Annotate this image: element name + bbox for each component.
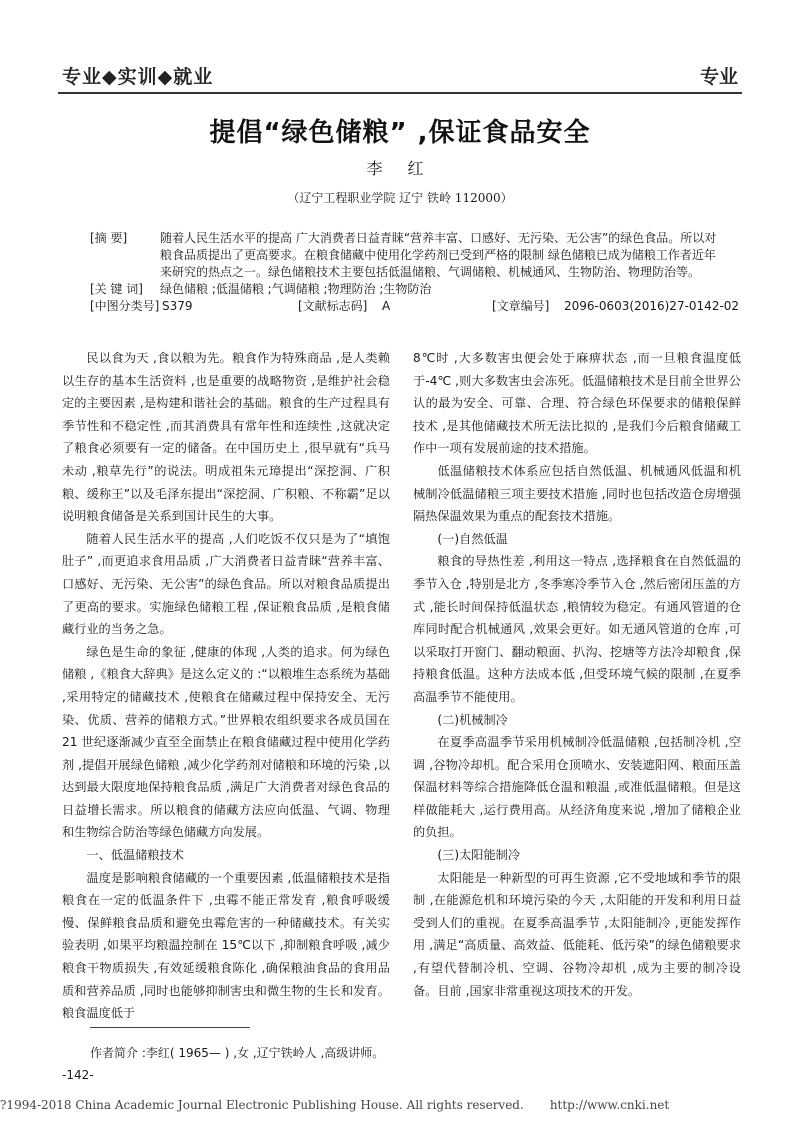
article-no-label: [文章编号] (492, 299, 550, 313)
abstract-text: 随着人民生活水平的提高 广大消费者日益青睐“营养丰富、口感好、无污染、无公害”的绿色食品。所以对粮食品质提出了更高要求。在粮食储藏中使用化学药剂已受到严格的限制 绿色储粮已成为储粮工作者近年来研究的热点之一。绿色储粮技术主要包括低温储粮、气调储粮、机械通风、生物防治、物理防治等。 (160, 231, 717, 279)
abstract-row (90, 230, 726, 281)
body-paragraph: 随着人民生活水平的提高 ,人们吃饭不仅只是为了“填饱肚子” ,而更追求食用品质 ,广大消费者日益青睐“营养丰富、口感好、无污染、无公害”的绿色食品。所以对粮食品质提出了更高的要求。实施绿色储粮工程 ,保证粮食品质 ,是粮食储藏行业的当务之急。 (62, 531, 390, 637)
right-column (413, 347, 741, 1002)
abstract-block (90, 230, 740, 315)
subsection-heading: (三)太阳能制冷 (437, 848, 521, 863)
article-title: 提倡“绿色储粮” ,保证食品安全 (209, 118, 591, 148)
page-number: -142- (62, 1068, 94, 1082)
left-column (62, 347, 390, 1025)
keywords-label: [关 键 词] (90, 282, 143, 296)
abstract-label: [摘 要] (90, 231, 128, 245)
header-divider (58, 92, 742, 94)
body-paragraph: 绿色是生命的象征 ,健康的体现 ,人类的追求。何为绿色储粮 ,《粮食大辞典》是这么定义的 :“以粮堆生态系统为基础 ,采用特定的储藏技术 ,使粮食在储藏过程中保持安全、无污染、优质、营养的储粮方式。”世界粮农组织要求各成员国在 21 世纪逐渐减少直至全面禁止在粮食储藏过程中使用化学药剂 ,提倡开展绿色储粮 ,减少化学药剂对储粮和环境的污染 ,以达到最大限度地保持粮食品质 ,满足广大消费者对绿色食品的日益增长需求。所以粮食的储藏方法应向低温、气调、物理和生物综合防治等绿色储藏方向发展。 (62, 644, 390, 840)
body-paragraph: 低温储粮技术体系应包括自然低温、机械通风低温和机械制冷低温储粮三项主要技术措施 ,同时也包括改造仓房增强隔热保温效果为重点的配套技术措施。 (413, 463, 741, 524)
author-name: 李 红 (366, 159, 434, 178)
keywords-row (90, 281, 726, 298)
section-heading: 一、低温储粮技术 (86, 848, 184, 863)
website-link[interactable]: http://www.cnki.net (549, 1098, 670, 1112)
body-paragraph: 8℃时 ,大多数害虫便会处于麻痹状态 ,而一旦粮食温度低于-4℃ ,则大多数害虫会冻死。低温储粮技术是目前全世界公认的最为安全、可靠、合理、符合绿色环保要求的储粮保鲜技术 ,是其他储藏技术所无法比拟的 ,是我们今后粮食储藏工作中一项有发展前途的技术措施。 (413, 351, 741, 456)
clc-label: [中图分类号] (90, 299, 160, 313)
body-paragraph: 粮食的导热性差 ,利用这一特点 ,选择粮食在自然低温的季节入仓 ,特别是北方 ,冬季寒冷季节入仓 ,然后密闭压盖的方式 ,能长时间保持低温状态 ,粮情较为稳定。有通风管道的仓库同时配合机械通风 ,效果会更好。如无通风管道的仓库 ,可以采取打开窗门、翻动粮面、扒沟、挖塘等方法冷却粮食 ,保持粮食低温。这种方法成本低 ,但受环境气候的限制 ,在夏季高温季节不能使用。 (413, 554, 741, 704)
subsection-heading: (二)机械制冷 (437, 712, 508, 727)
clc-value: S379 (162, 299, 193, 313)
doc-code-value: A (382, 299, 391, 313)
body-paragraph: 太阳能是一种新型的可再生资源 ,它不受地域和季节的限制 ,在能源危机和环境污染的今天 ,太阳能的开发和利用日益受到人们的重视。在夏季高温季节 ,太阳能制冷 ,更能发挥作用 ,满足“高质量、高效益、低能耗、低污染”的绿色储粮要求 ,有望代替制冷机、空调、谷物冷却机 ,成为主要的制冷设备。目前 ,国家非常重视这项技术的开发。 (413, 870, 741, 998)
body-paragraph: 在夏季高温季节采用机械制冷低温储粮 ,包括制冷机 ,空调 ,谷物冷却机。配合采用仓顶喷水、安装遮阳网、粮面压盖保温材料等综合措施降低仓温和粮温 ,或准低温储粮。但是这样做能耗大 ,运行费用高。从经济角度来说 ,增加了储粮企业的负担。 (413, 735, 741, 840)
subsection-heading: (一)自然低温 (437, 531, 508, 546)
doc-code-label: [文献标志码] (298, 299, 368, 313)
author-affiliation: （辽宁工程职业学院 辽宁 铁岭 112000） (287, 191, 513, 205)
body-paragraph: 民以食为天 ,食以粮为先。粮食作为特殊商品 ,是人类赖以生存的基本生活资料 ,也是重要的战略物资 ,是维护社会稳定的主要因素 ,是构建和谐社会的基础。粮食的生产过程具有季节性和不稳定性 ,而其消费具有常年性和连续性 ,这就决定了粮食必须要有一定的储备。在中国历史上 ,很早就有“兵马未动 ,粮草先行”的说法。明成祖朱元璋提出“深挖洞、广积粮、缓称王”以及毛泽东提出“深挖洞、广积粮、不称霸”足以说明粮食储备是关系到国计民生的大事。 (62, 351, 390, 524)
journal-section-header: 专业◆实训◆就业 (62, 66, 214, 88)
journal-category-header: 专业 (699, 66, 738, 88)
body-paragraph: 温度是影响粮食储藏的一个重要因素 ,低温储粮技术是指粮食在一定的低温条件下 ,虫霉不能正常发育 ,粮食呼吸缓慢、保鲜粮食品质和避免虫霉危害的一种储藏技术。有关实验表明 ,如果平均粮温控制在 15℃以下 ,抑制粮食呼吸 ,减少粮食干物质损失 ,有效延缓粮食陈化 ,确保粮油食品的食用品质和营养品质 ,同时也能够抑制害虫和微生物的生长和发育。粮食温度低于 (62, 870, 390, 1021)
classification-row (90, 298, 740, 315)
author-footnote: 作者简介 :李红( 1965— ) ,女 ,辽宁铁岭人 ,高级讲师。 (90, 1046, 385, 1060)
article-no-value: 2096-0603(2016)27-0142-02 (564, 299, 740, 313)
footnote-divider (90, 1027, 250, 1028)
keywords-text: 绿色储粮 ;低温储粮 ;气调储粮 ;物理防治 ;生物防治 (160, 282, 432, 296)
copyright-text: ?1994-2018 China Academic Journal Electronic Publishing House. All rights reserved. (0, 1098, 524, 1112)
copyright-line (0, 1098, 669, 1112)
